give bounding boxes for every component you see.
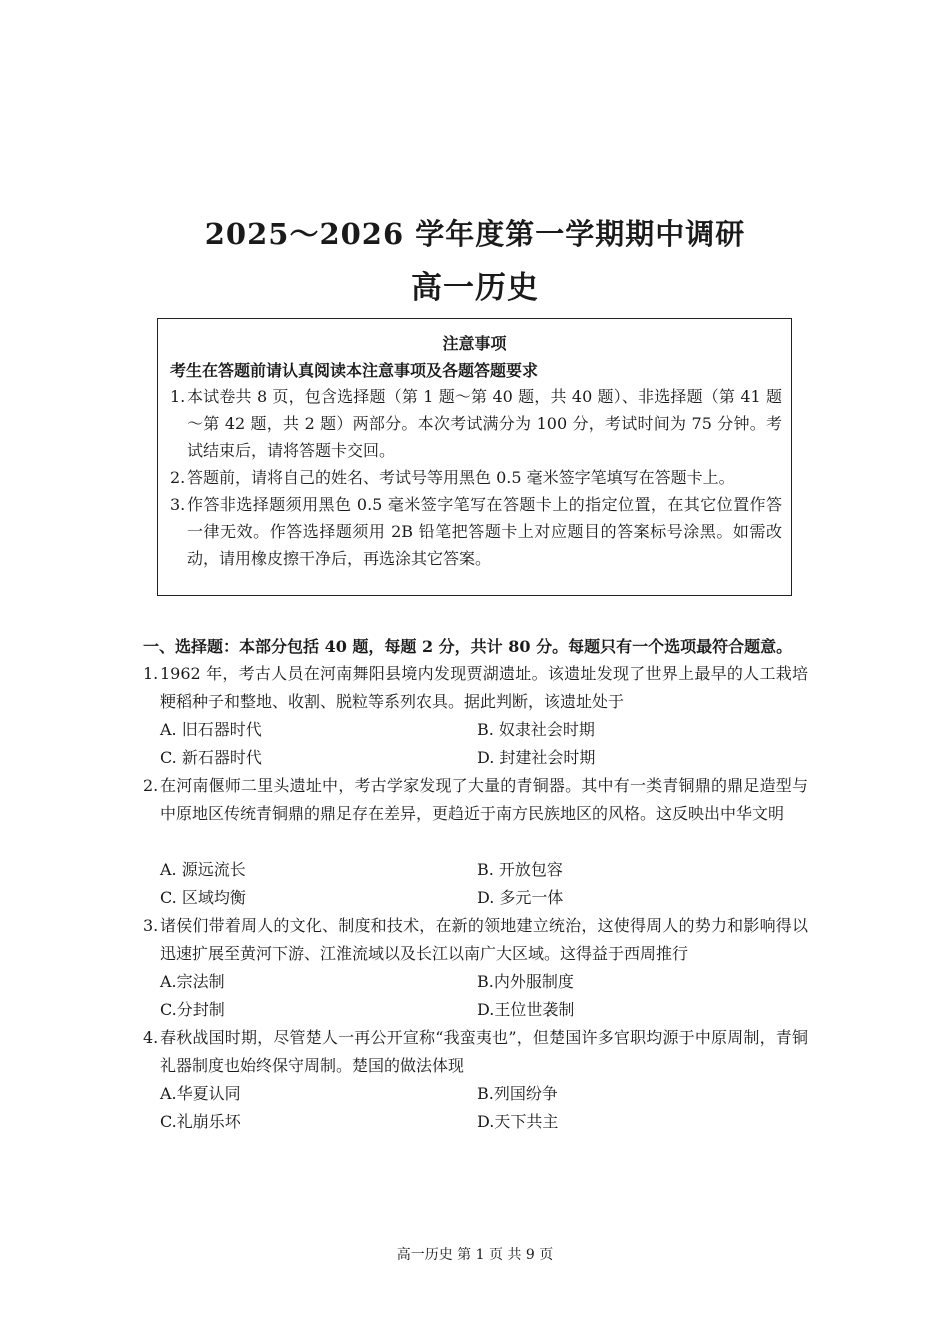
- question-number: 2.: [143, 776, 159, 795]
- option-d: D. 封建社会时期: [477, 748, 596, 767]
- question-text: 春秋战国时期，尽管楚人一再公开宣称“我蛮夷也”，但楚国许多官职均源于中原周制，青铜礼器制度也始终保守周制。楚国的做法体现: [160, 1028, 808, 1075]
- option-c: C.礼崩乐坏: [160, 1112, 241, 1131]
- option-a: A.华夏认同: [160, 1084, 241, 1103]
- notice-item: [170, 383, 782, 464]
- notice-title: 注意事项: [442, 334, 507, 353]
- question-number: 4.: [143, 1028, 159, 1047]
- option-a: A.宗法制: [160, 972, 225, 991]
- option-b: B.列国纷争: [477, 1084, 558, 1103]
- notice-item-number: 1.: [170, 387, 186, 406]
- section-heading: 一、选择题：本部分包括 40 题，每题 2 分，共计 80 分。每题只有一个选项最符合题意。: [143, 637, 793, 656]
- option-a: A. 源远流长: [160, 860, 246, 879]
- option-b: B. 开放包容: [477, 860, 563, 879]
- question-number: 3.: [143, 916, 159, 935]
- question-stem: [143, 912, 808, 968]
- option-b: B.内外服制度: [477, 972, 574, 991]
- option-a: A. 旧石器时代: [160, 720, 262, 739]
- option-d: D. 多元一体: [477, 888, 564, 907]
- exam-subject: 高一历史: [411, 270, 539, 306]
- question-text: 1962 年，考古人员在河南舞阳县境内发现贾湖遗址。该遗址发现了世界上最早的人工栽培粳稻种子和整地、收割、脱粒等系列农具。据此判断，该遗址处于: [160, 664, 808, 711]
- option-d: D.王位世袭制: [477, 1000, 575, 1019]
- notice-item: [170, 464, 782, 491]
- question-stem: [143, 660, 808, 716]
- notice-item-text: 答题前，请将自己的姓名、考试号等用黑色 0.5 毫米签字笔填写在答题卡上。: [187, 468, 735, 487]
- exam-title: 2025～2026 学年度第一学期期中调研: [204, 217, 746, 251]
- notice-item: [170, 491, 782, 572]
- option-d: D.天下共主: [477, 1112, 559, 1131]
- question-stem: [143, 1024, 808, 1080]
- notice-item-number: 3.: [170, 495, 186, 514]
- notice-item-text: 作答非选择题须用黑色 0.5 毫米签字笔写在答题卡上的指定位置，在其它位置作答一律无效。作答选择题须用 2B 铅笔把答题卡上对应题目的答案标号涂黑。如需改动，请用橡皮擦干净后，再选涂其它答案。: [187, 495, 782, 568]
- question-number: 1.: [143, 664, 159, 683]
- notice-item-number: 2.: [170, 468, 186, 487]
- question-text: 在河南偃师二里头遗址中，考古学家发现了大量的青铜器。其中有一类青铜鼎的鼎足造型与中原地区传统青铜鼎的鼎足存在差异，更趋近于南方民族地区的风格。这反映出中华文明: [160, 776, 808, 823]
- option-c: C. 区域均衡: [160, 888, 246, 907]
- option-c: C. 新石器时代: [160, 748, 262, 767]
- option-b: B. 奴隶社会时期: [477, 720, 595, 739]
- notice-item-text: 本试卷共 8 页，包含选择题（第 1 题～第 40 题，共 40 题）、非选择题（第 41 题～第 42 题，共 2 题）两部分。本次考试满分为 100 分，考试时间为 75 分钟。考试结束后，请将答题卡交回。: [187, 387, 782, 460]
- question-stem: [143, 772, 808, 828]
- page-footer: 高一历史 第 1 页 共 9 页: [396, 1247, 554, 1263]
- notice-box: [157, 318, 792, 596]
- notice-subtitle: 考生在答题前请认真阅读本注意事项及各题答题要求: [170, 361, 539, 380]
- option-c: C.分封制: [160, 1000, 225, 1019]
- question-text: 诸侯们带着周人的文化、制度和技术，在新的领地建立统治，这使得周人的势力和影响得以迅速扩展至黄河下游、江淮流域以及长江以南广大区域。这得益于西周推行: [160, 916, 808, 963]
